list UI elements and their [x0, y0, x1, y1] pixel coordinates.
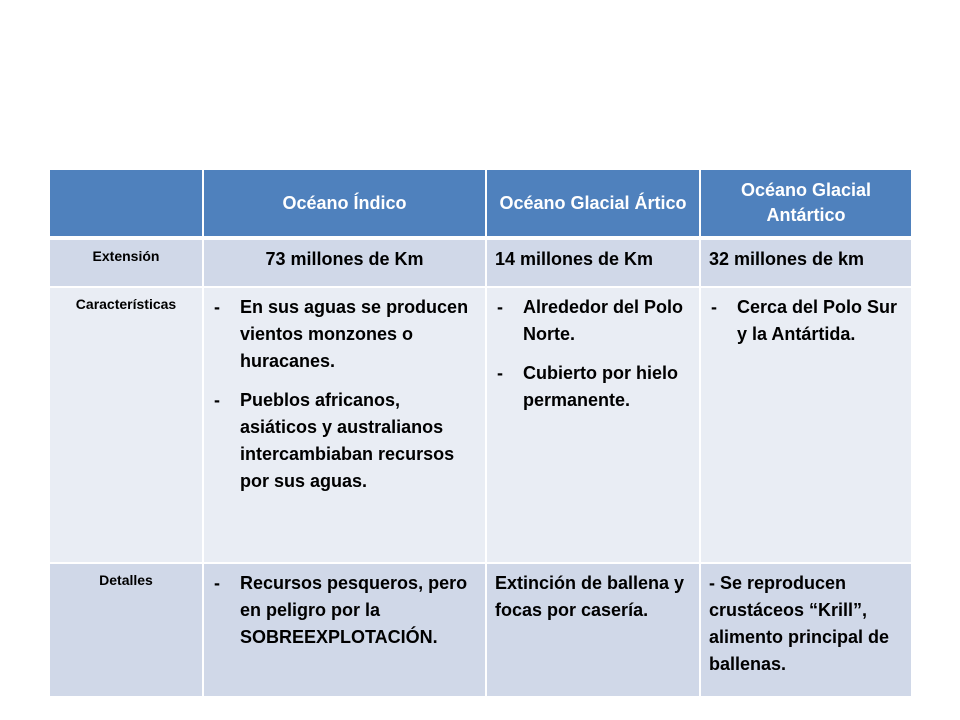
cell-extension-antartico: 32 millones de km	[700, 238, 912, 287]
cell-detalles-artico: Extinción de ballena y focas por casería.	[486, 563, 700, 697]
cell-caracteristicas-indico	[203, 287, 486, 563]
cell-detalles-antartico: - Se reproducen crustáceos “Krill”, alimento principal de ballenas.	[700, 563, 912, 697]
cell-caracteristicas-antartico	[700, 287, 912, 563]
row-detalles	[49, 563, 912, 697]
header-oceano-glacial-artico: Océano Glacial Ártico	[486, 169, 700, 238]
header-row	[49, 169, 912, 238]
list-item-text: Cerca del Polo Sur y la Antártida.	[737, 297, 898, 344]
list-item	[709, 294, 903, 348]
row-label-extension: Extensión	[49, 238, 203, 287]
header-oceano-indico: Océano Índico	[203, 169, 486, 238]
row-extension	[49, 238, 912, 287]
list-item	[212, 387, 477, 495]
list-item	[495, 360, 691, 414]
oceans-comparison-table	[48, 168, 913, 698]
list-item	[212, 570, 477, 651]
row-label-detalles: Detalles	[49, 563, 203, 697]
list-item	[212, 294, 477, 375]
list-detalles-indico	[212, 570, 477, 651]
list-item-text: En sus aguas se producen vientos monzones o huracanes.	[240, 297, 469, 371]
list-item-text: Cubierto por hielo permanente.	[523, 363, 678, 410]
header-oceano-glacial-antartico: Océano Glacial Antártico	[700, 169, 912, 238]
row-label-caracteristicas: Características	[49, 287, 203, 563]
list-caracteristicas-artico	[495, 294, 691, 414]
row-caracteristicas	[49, 287, 912, 563]
list-item-text: Alrededor del Polo Norte.	[523, 297, 684, 344]
dash-bullet-icon: -	[711, 297, 717, 317]
list-item-text: Pueblos africanos, asiáticos y australianos intercambiaban recursos por sus aguas.	[240, 390, 455, 491]
cell-detalles-indico	[203, 563, 486, 697]
dash-bullet-icon: -	[497, 297, 503, 317]
list-item	[495, 294, 691, 348]
dash-bullet-icon: -	[497, 363, 503, 383]
header-empty-cell	[49, 169, 203, 238]
list-caracteristicas-antartico	[709, 294, 903, 348]
list-item-text: Recursos pesqueros, pero en peligro por la SOBREEXPLOTACIÓN.	[240, 573, 468, 647]
list-caracteristicas-indico	[212, 294, 477, 495]
dash-bullet-icon: -	[214, 390, 220, 410]
dash-bullet-icon: -	[214, 297, 220, 317]
cell-caracteristicas-artico	[486, 287, 700, 563]
dash-bullet-icon: -	[214, 573, 220, 593]
cell-extension-artico: 14 millones de Km	[486, 238, 700, 287]
cell-extension-indico: 73 millones de Km	[203, 238, 486, 287]
